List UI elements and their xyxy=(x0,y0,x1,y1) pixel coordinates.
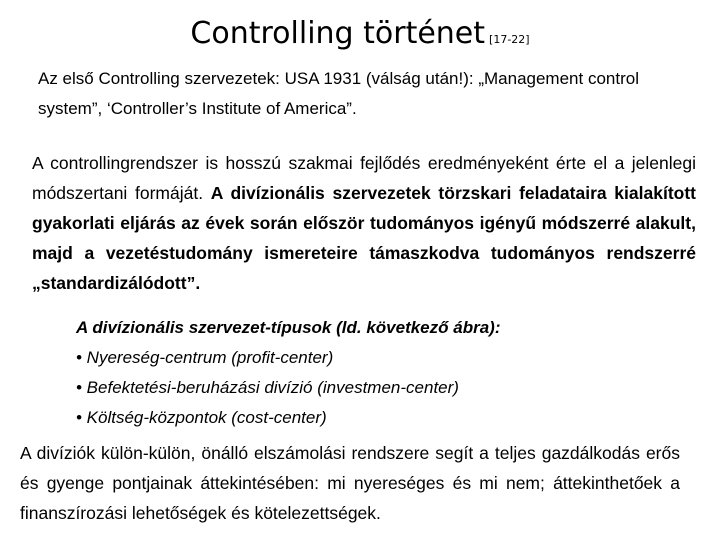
list-item: • Befektetési-beruházási divízió (investmen-center) xyxy=(76,378,459,397)
paragraph-normal-text: A controllingrendszer is hosszú szakmai fejlődés eredményeként érte el a jelenlegi módszertani formáját. xyxy=(32,153,696,203)
page-title-text: Controlling történet xyxy=(190,16,486,51)
division-types-heading: A divízionális szervezet-típusok (ld. következő ábra): xyxy=(76,318,501,337)
reference-marker: [17-22] xyxy=(489,33,530,46)
page-title xyxy=(0,14,720,60)
list-item: • Nyereség-centrum (profit-center) xyxy=(76,348,334,367)
paragraph-bold-text: A divízionális szervezetek törzskari feladataira kialakított gyakorlati eljárás az évek során először tudományos igényű módszerré alakult, majd a vezetéstudomány ismereteire támaszkodva tudományos rendszerré „standardizálódott”. xyxy=(32,183,696,293)
intro-paragraph: Az első Controlling szervezetek: USA 1931 (válság után!): „Management control system”, ‘Controller’s Institute of America”. xyxy=(38,69,639,118)
controlling-history-paragraph xyxy=(32,148,696,298)
division-accounting-paragraph: A divíziók külön-külön, önálló elszámolási rendszere segít a teljes gazdálkodás erős és gyenge pontjainak áttekintésében: mi nyereséges és mi nem; áttekinthetőek a finanszírozási lehetőségek és kötelezettségek. xyxy=(20,443,680,523)
division-types-list xyxy=(76,313,696,433)
list-item: • Költség-központok (cost-center) xyxy=(76,408,327,427)
